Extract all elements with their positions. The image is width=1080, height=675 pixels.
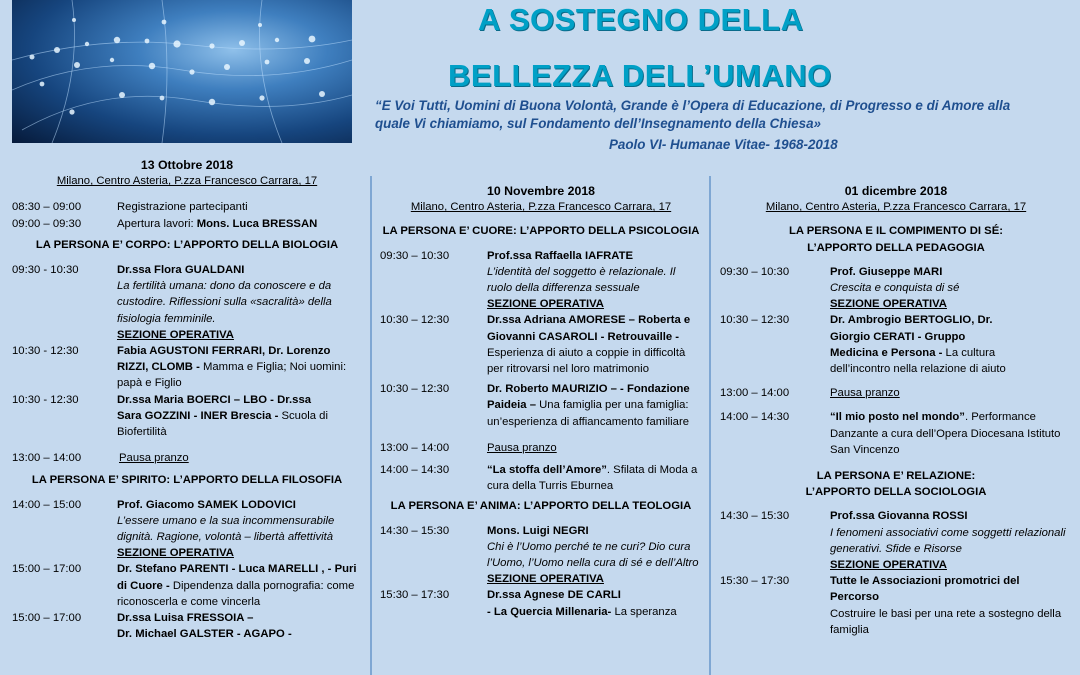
schedule-row	[380, 523, 702, 588]
operative-section-label: SEZIONE OPERATIVA	[487, 573, 604, 586]
schedule-row	[12, 450, 362, 466]
operative-section-label: SEZIONE OPERATIVA	[117, 547, 234, 560]
operative-section-label: SEZIONE OPERATIVA	[117, 328, 234, 341]
schedule-row	[720, 264, 1072, 313]
day1-location: Milano, Centro Asteria, P.zza Francesco Carrara, 17	[56, 175, 318, 188]
schedule-row	[12, 610, 362, 642]
schedule-row	[720, 409, 1072, 458]
time-slot: 15:30 – 17:30	[720, 575, 790, 588]
schedule-row	[12, 262, 362, 343]
time-slot: 13:00 – 14:00	[720, 387, 790, 400]
time-slot: 13:00 – 14:00	[380, 441, 450, 454]
header-photo-dewdrops	[12, 0, 352, 143]
time-slot: 14:00 – 14:30	[380, 464, 450, 477]
schedule-row	[380, 587, 702, 619]
event-text: . Performance Danzante a cura dell’Opera Diocesana Istituto San Vincenzo	[830, 411, 1061, 456]
schedule-row	[380, 440, 702, 456]
lunch-break: Pausa pranzo	[830, 387, 900, 400]
speaker-name: Prof. Giuseppe MARI	[830, 265, 943, 278]
speaker-name: Dr.ssa Maria BOERCI – LBO - Dr.ssa Sara GOZZINI - INER Brescia -	[117, 393, 312, 422]
speaker-name: Mons. Luca BRESSAN	[196, 217, 318, 230]
section-heading: LA PERSONA E’ RELAZIONE:	[816, 470, 976, 483]
talk-description: I fenomeni associativi come soggetti relazionali generativi. Sfide e Risorse	[830, 526, 1066, 555]
speaker-name: Dr. Stefano PARENTI - Luca MARELLI , - Puri di Cuore -	[117, 563, 357, 592]
time-slot: 09:30 – 10:30	[380, 249, 450, 262]
talk-description: Chi è l’Uomo perché te ne curi? Dio cura l’Uomo, l’Uomo nella cura di sé e dell’Altro	[487, 540, 699, 570]
schedule-row	[380, 248, 702, 313]
schedule-row	[12, 561, 362, 610]
organization-name: - La Quercia Millenaria-	[487, 605, 615, 618]
operative-section-label: SEZIONE OPERATIVA	[487, 298, 604, 311]
schedule-row	[720, 508, 1072, 573]
speaker-name: Dr.ssa Luisa FRESSOIA –	[117, 612, 254, 625]
speaker-name: Tutte le Associazioni promotrici del Percorso	[830, 575, 1020, 604]
time-slot: 14:00 – 15:00	[12, 498, 82, 511]
quote-author: Paolo VI- Humanae Vitae- 1968-2018	[609, 137, 838, 152]
column-divider-left	[370, 176, 372, 675]
schedule-row	[12, 343, 362, 392]
time-slot: 14:30 – 15:30	[380, 524, 450, 537]
time-slot: 10:30 – 12:30	[380, 314, 450, 327]
speaker-name: Dr. Ambrogio BERTOGLIO, Dr. Giorgio CERATI - Gruppo Medicina e Persona -	[830, 314, 993, 359]
program-day-3	[720, 183, 1072, 638]
page-title-line1: A SOSTEGNO DELLA	[478, 2, 804, 37]
talk-description: La fertilità umana: dono da conoscere e da custodire. Riflessioni sulla «sacralità» della fisiologia femminile.	[117, 280, 332, 325]
section-heading: LA PERSONA E’ CUORE: L’APPORTO DELLA PSICOLOGIA	[382, 225, 700, 238]
talk-description: Esperienza di aiuto a coppie in difficoltà per ritrovarsi nel loro matrimonio	[487, 346, 686, 376]
quote-line1: “E Voi Tutti, Uomini di Buona Volontà, Grande è l’Opera di Educazione, di Progresso e di Amore alla	[375, 98, 1011, 113]
talk-description: Mamma e Figlia; Noi uomini: papà e Figlio	[117, 361, 347, 390]
time-slot: 15:30 – 17:30	[380, 589, 450, 602]
section-heading: LA PERSONA E’ CORPO: L’APPORTO DELLA BIOLOGIA	[35, 238, 339, 251]
schedule-row	[12, 199, 362, 215]
event-text: Registrazione partecipanti	[117, 201, 248, 214]
talk-description: La speranza	[614, 605, 677, 618]
schedule-row	[380, 312, 702, 377]
speaker-name: Dr.ssa Flora GUALDANI	[117, 264, 245, 277]
operative-section-label: SEZIONE OPERATIVA	[830, 298, 947, 311]
talk-description: Una famiglia per una famiglia: un’esperienza di affiancamento familiare	[487, 399, 689, 428]
schedule-row	[12, 392, 362, 441]
time-slot: 09:30 - 10:30	[12, 264, 79, 277]
day3-date: 01 dicembre 2018	[844, 184, 948, 198]
schedule-row	[720, 385, 1072, 401]
quote	[375, 97, 1075, 132]
page-title-line2: BELLEZZA DELL’UMANO	[448, 58, 832, 93]
schedule-row	[720, 573, 1072, 638]
time-slot: 14:30 – 15:30	[720, 510, 790, 523]
talk-description: Crescita e conquista di sé	[830, 282, 960, 295]
schedule-row	[12, 497, 362, 562]
day2-date: 10 Novembre 2018	[486, 184, 595, 198]
day3-location: Milano, Centro Asteria, P.zza Francesco Carrara, 17	[765, 201, 1027, 214]
section-heading: LA PERSONA E’ SPIRITO: L’APPORTO DELLA FILOSOFIA	[31, 474, 343, 487]
speaker-name: Fabia AGUSTONI FERRARI, Dr. Lorenzo RIZZI, CLOMB -	[117, 345, 331, 374]
time-slot: 15:00 – 17:00	[12, 612, 82, 625]
speaker-name: Dr. Michael GALSTER - AGAPO -	[117, 628, 292, 641]
schedule-row	[380, 462, 702, 494]
time-slot: 09:00 – 09:30	[12, 217, 82, 230]
operative-section-label: SEZIONE OPERATIVA	[830, 559, 947, 572]
event-title: “Il mio posto nel mondo”	[830, 411, 965, 424]
lunch-break: Pausa pranzo	[119, 452, 189, 465]
time-slot: 15:00 – 17:00	[12, 563, 82, 576]
program-day-2	[380, 183, 702, 620]
time-slot: 10:30 – 12:30	[380, 383, 450, 396]
lunch-break: Pausa pranzo	[487, 441, 557, 454]
time-slot: 08:30 – 09:00	[12, 201, 82, 214]
schedule-row	[12, 216, 362, 232]
section-heading: L’APPORTO DELLA PEDAGOGIA	[807, 241, 985, 254]
time-slot: 14:00 – 14:30	[720, 411, 790, 424]
speaker-name: Mons. Luigi NEGRI	[487, 524, 589, 537]
talk-description: Scuola di Biofertilità	[117, 409, 328, 439]
speaker-name: Dr. Roberto MAURIZIO – - Fondazione Paideia –	[487, 383, 690, 412]
talk-description: Costruire le basi per una rete a sostegno della famiglia	[830, 607, 1062, 636]
time-slot: 10:30 - 12:30	[12, 345, 79, 358]
schedule-row	[380, 381, 702, 430]
section-heading: L’APPORTO DELLA SOCIOLOGIA	[805, 486, 987, 499]
spiderweb-image	[12, 0, 352, 143]
day1-date: 13 Ottobre 2018	[140, 158, 234, 172]
schedule-row	[720, 312, 1072, 377]
talk-description: Dipendenza dalla pornografia: come riconoscerla e come vincerla	[117, 579, 355, 608]
speaker-name: Dr.ssa Adriana AMORESE – Roberta e Giovanni CASAROLI - Retrouvaille -	[487, 314, 691, 343]
talk-description: La cultura dell’incontro nella relazione di aiuto	[830, 346, 1006, 376]
speaker-name: Prof.ssa Raffaella IAFRATE	[487, 249, 634, 262]
time-slot: 10:30 - 12:30	[12, 393, 79, 406]
event-text: Apertura lavori:	[117, 217, 197, 230]
time-slot: 09:30 – 10:30	[720, 265, 790, 278]
talk-description: L’identità del soggetto è relazionale. Il ruolo della differenza sessuale	[487, 265, 676, 295]
speaker-name: Dr.ssa Agnese DE CARLI	[487, 589, 621, 602]
section-heading: LA PERSONA E IL COMPIMENTO DI SÉ:	[788, 225, 1004, 238]
day2-location: Milano, Centro Asteria, P.zza Francesco Carrara, 17	[410, 201, 672, 214]
time-slot: 10:30 – 12:30	[720, 314, 790, 327]
column-divider-right	[709, 176, 711, 675]
program-day-1	[12, 157, 362, 642]
speaker-name: Prof.ssa Giovanna ROSSI	[830, 510, 968, 523]
section-heading: LA PERSONA E’ ANIMA: L’APPORTO DELLA TEOLOGIA	[390, 500, 692, 513]
time-slot: 13:00 – 14:00	[12, 452, 82, 465]
event-title: “La stoffa dell’Amore”	[487, 464, 607, 477]
talk-description: L’essere umano e la sua incommensurabile dignità. Ragione, volontà – libertà affettività	[117, 514, 335, 544]
event-text: . Sfilata di Moda a cura della Turris Eburnea	[487, 464, 698, 493]
quote-line2: quale Vi chiamiamo, sul Fondamento dell’Insegnamento della Chiesa»	[375, 115, 821, 131]
speaker-name: Prof. Giacomo SAMEK LODOVICI	[117, 498, 296, 511]
